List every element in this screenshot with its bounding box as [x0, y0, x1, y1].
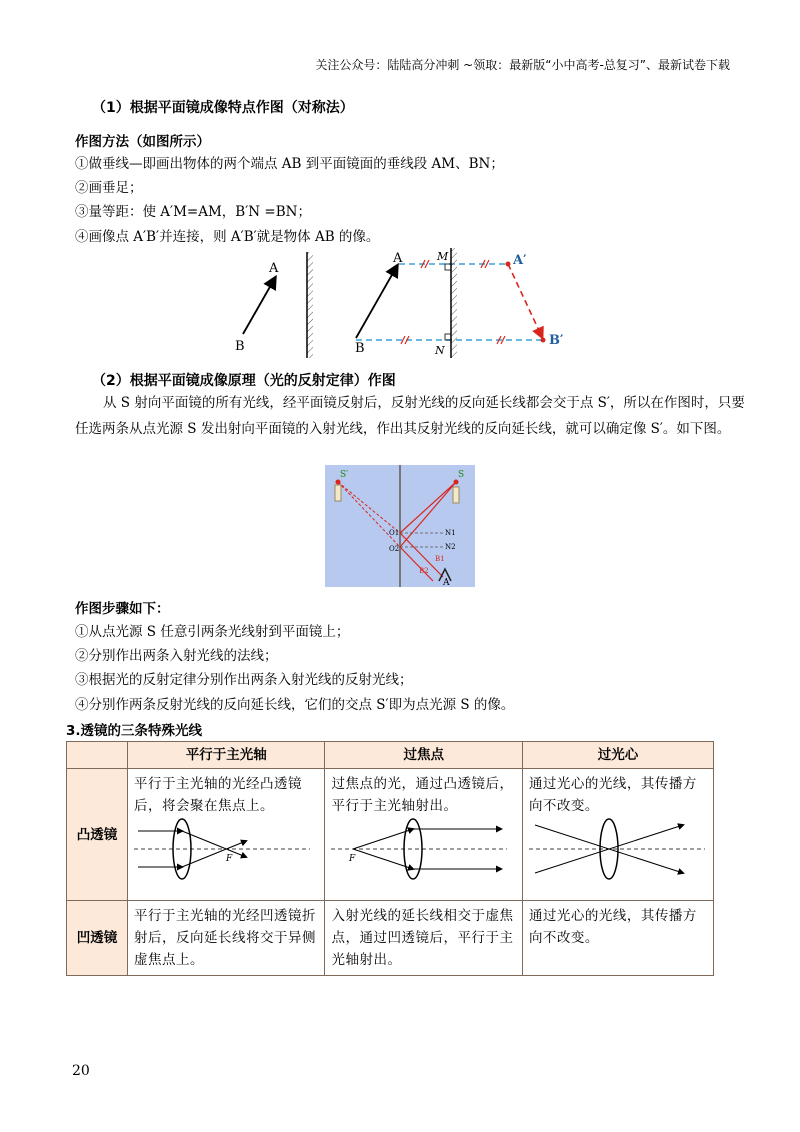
object-ab-arrow-right: [356, 266, 397, 338]
reflection-step-3: ③根据光的反射定律分别作出两条入射光线的反射光线；: [75, 672, 413, 688]
concave-center-cell: [522, 901, 713, 976]
label-n2: N2: [445, 543, 456, 551]
concave-parallel-text: 平行于主光轴的光经凹透镜折射后，反向延长线将交于异侧虚焦点上。: [134, 908, 316, 968]
convex-focus-diagram: [331, 817, 507, 881]
method-step-4: ④画像点 A′B′并连接，则 A′B′就是物体 AB 的像。: [75, 229, 380, 245]
label-a-left: A: [269, 261, 279, 276]
convex-focus-cell: [325, 769, 522, 901]
convex-focus-text: 过焦点的光，通过凸透镜后，平行于主光轴射出。: [331, 776, 514, 814]
convex-parallel-cell: [128, 769, 325, 901]
section1-title: （1）根据平面镜成像特点作图（对称法）: [92, 100, 354, 116]
label-focus-f: F: [226, 854, 233, 864]
method-title: 作图方法（如图所示）: [75, 134, 210, 150]
table-header-row: [67, 742, 714, 769]
convex-center-diagram: [529, 817, 705, 881]
candle-source: [453, 487, 459, 503]
object-ab-arrow: [243, 278, 275, 334]
candle-image: [335, 485, 341, 501]
section2-paragraph: 从 S 射向平面镜的所有光线，经平面镜反射后，反射光线的反向延长线都会交于点 S′，所以在作图时，只要任选两条从点光源 S 发出射向平面镜的入射光线，作出其反射光线的反向延长线，就可以确定像 S′。如下图。: [75, 395, 745, 437]
label-b-right: B: [355, 341, 365, 356]
concave-center-text: 通过光心的光线，其传播方向不改变。: [528, 908, 697, 946]
convex-center-text: 通过光心的光线，其传播方向不改变。: [528, 776, 697, 814]
method-step-2: ②画垂足；: [75, 180, 143, 196]
label-a-prime: A′: [513, 253, 527, 268]
label-a-right: A: [393, 251, 403, 266]
label-n: N: [435, 344, 445, 357]
row-label-concave: 凹透镜: [67, 901, 128, 976]
section2-title: （2）根据平面镜成像原理（光的反射定律）作图: [92, 373, 396, 389]
mirror-hatch-right: [451, 248, 457, 358]
page-header: 关注公众号：陆陆高分冲刺 ~领取：最新版“小中高考-总复习”、最新试卷下载: [315, 58, 730, 72]
point-b-prime: [541, 338, 546, 343]
table-row-concave: [67, 901, 714, 976]
table-header-center: 过光心: [522, 742, 713, 769]
lens-rays-table: [66, 741, 714, 976]
table-row-convex: [67, 769, 714, 901]
point-a-prime: [506, 262, 511, 267]
label-b-left: B: [235, 339, 245, 354]
label-a-eye: A: [443, 578, 450, 587]
page-number: 20: [72, 1063, 90, 1079]
label-n1: N1: [445, 529, 456, 537]
label-focus-f2: F: [349, 854, 356, 864]
mirror-symmetry-figure: [225, 244, 575, 360]
row-label-convex: 凸透镜: [67, 769, 128, 901]
table-header-parallel: 平行于主光轴: [128, 742, 325, 769]
concave-parallel-cell: [128, 901, 325, 976]
label-m: M: [437, 250, 449, 263]
convex-center-cell: [522, 769, 713, 901]
label-b2: B2: [419, 567, 429, 575]
label-b1: B1: [435, 555, 445, 563]
mirror-hatch-left: [307, 252, 313, 358]
table-header-focus: 过焦点: [325, 742, 522, 769]
concave-focus-text: 入射光线的延长线相交于虚焦点，通过凹透镜后，平行于主光轴射出。: [331, 908, 514, 968]
right-angle-m: [445, 264, 451, 270]
reflection-step-4: ④分别作两条反射光线的反向延长线，它们的交点 S′即为点光源 S 的像。: [75, 697, 515, 713]
label-o2: O2: [389, 545, 400, 553]
reflection-step-2: ②分别作出两条入射光线的法线；: [75, 648, 278, 664]
reflection-law-figure: [325, 465, 475, 587]
steps-title: 作图步骤如下：: [75, 601, 170, 617]
method-step-1: ①做垂线—即画出物体的两个端点 AB 到平面镜面的垂线段 AM、BN；: [75, 156, 504, 172]
image-ab-prime: [508, 264, 542, 337]
right-angle-n: [445, 334, 451, 340]
label-b-prime: B′: [549, 333, 564, 348]
concave-focus-cell: [325, 901, 522, 976]
label-s: S: [458, 470, 465, 480]
label-s-prime: S′: [340, 470, 349, 480]
label-o1: O1: [389, 529, 400, 537]
section3-title: 3.透镜的三条特殊光线: [66, 723, 203, 739]
convex-parallel-text: 平行于主光轴的光经凸透镜后，将会聚在焦点上。: [134, 776, 302, 814]
reflection-step-1: ①从点光源 S 任意引两条光线射到平面镜上；: [75, 624, 350, 640]
table-header-empty: [67, 742, 128, 769]
method-step-3: ③量等距：使 A′M=AM，B′N =BN；: [75, 204, 311, 220]
convex-parallel-diagram: [134, 817, 310, 881]
